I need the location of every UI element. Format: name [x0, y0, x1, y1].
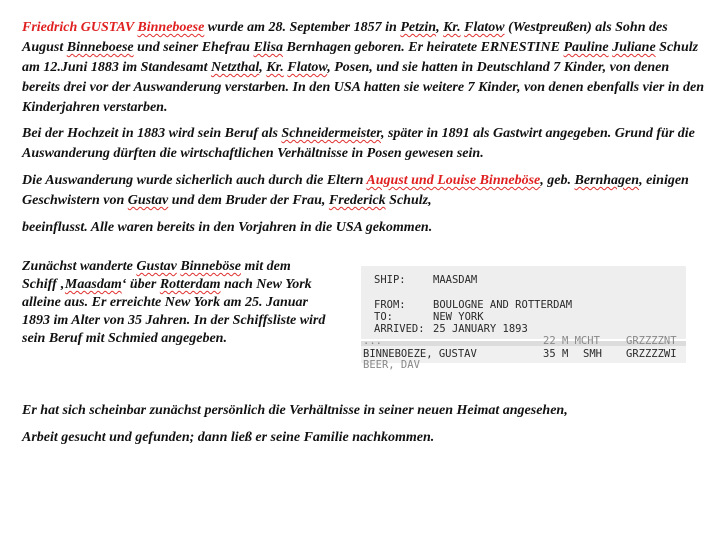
emigration-paragraph-continued	[22, 218, 706, 238]
spellcheck-word: Pauline	[563, 40, 609, 55]
text-run: Schulz,	[385, 193, 432, 208]
text-run: Schulz am 12.Juni 1883 im Standesamt	[22, 40, 699, 75]
highlighted-name: Binneboese	[137, 20, 205, 35]
text-run: Arbeit gesucht und gefunden; dann ließ er seine Familie nachkommen.	[22, 430, 435, 445]
text-run: ,	[259, 60, 267, 75]
text-run: und seiner Ehefrau	[133, 40, 254, 55]
cut-row-bottom: BEER, DAV	[363, 359, 420, 371]
spellcheck-word: Maasdam	[64, 277, 122, 292]
passenger-occupation: SMH	[583, 348, 602, 360]
arrived-value: 25 JANUARY 1893	[433, 323, 528, 335]
ship-label: SHIP:	[374, 274, 406, 286]
spellcheck-word: Bernhagen	[574, 173, 640, 188]
text-run: wurde am 28. September 1857 in	[204, 20, 401, 35]
cut-row-top-left: ...	[363, 335, 382, 347]
to-value: NEW YORK	[433, 311, 484, 323]
spellcheck-word: Schneidermeister	[281, 126, 381, 141]
passenger-age-sex: 35 M	[543, 348, 569, 360]
from-label: FROM:	[374, 299, 406, 311]
text-run: mit dem Schiff ‚	[22, 259, 291, 292]
text-run: Die Auswanderung wurde sicherlich auch durch die Eltern	[22, 173, 367, 188]
highlighted-name: August und Louise Binneböse	[366, 173, 541, 188]
spellcheck-word: Binneböse	[180, 259, 241, 274]
occupation-paragraph	[22, 124, 706, 164]
text-run: Bernhagen geboren. Er heiratete ERNESTINE	[283, 40, 564, 55]
text-run: , später in 1891 als Gastwirt angegeben. Grund für die Auswanderung dürften die wirtschaftlichen Verhältnisse in Posen gewesen sein.	[22, 126, 695, 161]
spellcheck-word: Flatow	[287, 60, 328, 75]
text-run: , geb.	[540, 173, 575, 188]
spellcheck-word: Petzin	[400, 20, 437, 35]
passenger-record-clipping	[361, 335, 686, 371]
biography-paragraph	[22, 18, 706, 118]
text-run: Bei der Hochzeit in 1883 wird sein Beruf als	[22, 126, 282, 141]
spellcheck-word: Kr.	[443, 20, 461, 35]
text-run: beeinflusst. Alle waren bereits in den Vorjahren in die USA gekommen.	[22, 220, 433, 235]
passenger-code: GRZZZZWI	[626, 348, 677, 360]
spellcheck-word: Elisa	[253, 40, 284, 55]
spellcheck-word: Netzthal	[211, 60, 260, 75]
emigration-paragraph	[22, 171, 706, 211]
ship-value: MAASDAM	[433, 274, 478, 286]
spellcheck-word: Binneboese	[66, 40, 134, 55]
voyage-paragraph	[22, 258, 327, 348]
to-label: TO:	[374, 311, 393, 323]
text-run: Zunächst wanderte	[22, 259, 137, 274]
cut-row-top-age: 22 M MCHT	[543, 335, 600, 347]
text-run: ,	[436, 20, 444, 35]
closing-line-1	[22, 401, 712, 421]
spellcheck-word: Gustav	[136, 259, 177, 274]
text-run: , Posen, und sie hatten in Deutschland 7 Kinder, von denen bereits drei vor der Auswanderung verstarben. In den USA hatten sie weitere 7 Kinder, von denen ebenfalls vier in den Kinderjahren verstarben.	[22, 60, 705, 115]
passenger-name: BINNEBOEZE, GUSTAV	[363, 348, 477, 360]
spellcheck-word: Juliane	[612, 40, 656, 55]
arrived-label: ARRIVED:	[374, 323, 425, 335]
spellcheck-word: Flatow	[464, 20, 505, 35]
cut-row-top-code: GRZZZZNT	[626, 335, 677, 347]
text-run: , einigen Geschwistern von	[22, 173, 689, 208]
text-run: ‘ über	[121, 277, 160, 292]
spellcheck-word: Rotterdam	[159, 277, 221, 292]
spellcheck-word: Kr.	[266, 60, 284, 75]
spellcheck-word: Frederick	[328, 193, 386, 208]
text-run: und dem Bruder der Frau,	[168, 193, 329, 208]
closing-line-2	[22, 428, 712, 448]
ship-record-clipping	[361, 266, 686, 339]
from-value: BOULOGNE AND ROTTERDAM	[433, 299, 573, 311]
text-run: (Westpreußen) als Sohn des August	[22, 20, 668, 55]
text-run: Er hat sich scheinbar zunächst persönlich die Verhältnisse in seiner neuen Heimat angesehen,	[22, 403, 568, 418]
highlighted-name: Friedrich GUSTAV	[22, 20, 138, 35]
text-run: nach New York alleine aus. Er erreichte New York am 25. Januar 1893 im Alter von 35 Jahren. In der Schiffsliste wird sein Beruf mit Schmied angegeben.	[22, 277, 326, 346]
spellcheck-word: Gustav	[127, 193, 169, 208]
